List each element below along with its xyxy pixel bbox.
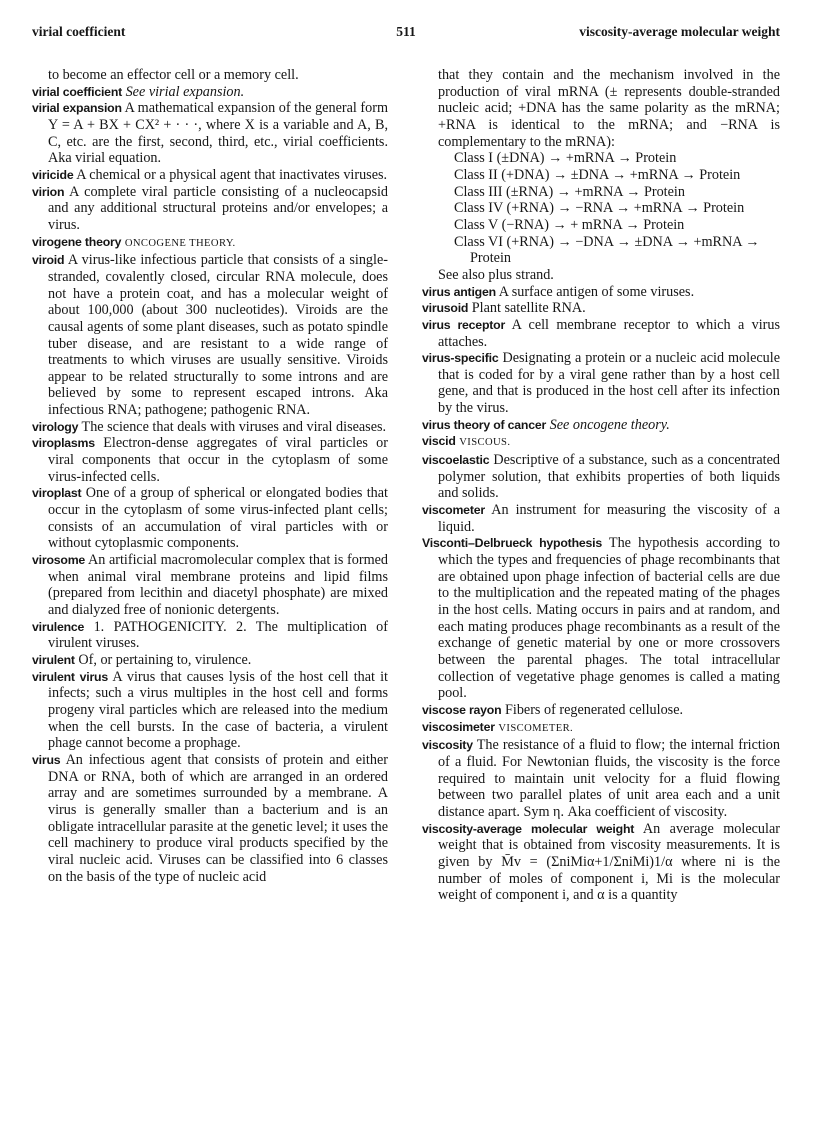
left-column [32,67,388,885]
virus-class-3: Class III (±RNA) → +mRNA → Protein [454,183,685,200]
entry-virion: virion A complete viral particle consisting of a nucleocapsid and any additional structural proteins and/or envelopes; a virus. [32,183,389,233]
entry-virial-coefficient: virial coefficient See virial expansion. [32,83,245,100]
header-right-guide-word: viscosity-average molecular weight [579,24,780,39]
entry-viscoelastic: viscoelastic Descriptive of a substance, such as a concentrated polymer solution, that exhibits properties of both liquids and solids. [422,452,780,502]
entry-viscosity: viscosity The resistance of a fluid to flow; the internal friction of a fluid. For Newtonian fluids, the viscosity is the force required to maintain unit velocity for a fluid flowing between two parallel plates of unit area each and a unit distance apart. Sym η. Aka coefficient of viscosity. [422,737,780,820]
entry-viscid: viscid VISCOUS. [422,434,511,449]
entry-visconti-delbrueck-hypothesis: Visconti–Delbrueck hypothesis The hypothesis according to which the types and frequencies of phage recombinants that are obtained upon phage infection of bacterial cells are due to the multiplication and the repeated mating of the phages in the host cells. Mating occurs in pairs and at random, and each mating produces phage recombinants as a result of the exchange of genetic material by one or more crossovers between the parental phages. The total intracellular collection of vegetative phage genomes is called a mating pool. [422,535,780,702]
entry-viroid: viroid A virus-like infectious particle that consists of a single-stranded, covalently closed, circular RNA molecule, does not have a protein coat, and has a molecular weight of about 100,000 (about 300 nucleotides). Viroids are the causal agents of some plant diseases, such as potato spindle tuber disease, and are resistant to a wide range of treatments to which viruses are usually sensitive. Viroids appear to be related structurally to some introns and are believed by some to represent escaped introns. Aka infectious RNA; pathogene; pathogenic RNA. [32,252,388,419]
virus-class-1: Class I (±DNA) → +mRNA → Protein [454,150,677,167]
entry-continuation: to become an effector cell or a memory cell. [48,67,299,83]
virus-class-4: Class IV (+RNA) → −RNA → +mRNA → Protein [454,200,745,217]
entry-virology: virology The science that deals with viruses and viral diseases. [32,418,387,435]
entry-viscosimeter: viscosimeter VISCOMETER. [422,719,574,734]
running-header [32,24,780,46]
page-number: 511 [396,24,416,39]
entry-virus-specific: virus-specific Designating a protein or a nucleic acid molecule that is coded for by a viral gene rather than by a host cell gene, and that is produced in the host cell after its infection by the virus. [422,350,781,417]
virus-class-5: Class V (−RNA) → + mRNA → Protein [454,216,685,233]
entry-viricide: viricide A chemical or a physical agent that inactivates viruses. [32,166,388,183]
entry-virulent: virulent Of, or pertaining to, virulence. [32,651,252,668]
right-column [422,67,780,904]
entry-virus-receptor: virus receptor A cell membrane receptor to which a virus attaches. [422,316,781,350]
header-left-guide-word: virial coefficient [32,24,126,39]
entry-virus-continuation: that they contain and the mechanism involved in the production of viral mRNA (± represents double-stranded nucleic acid; +DNA has the same polarity as the mRNA; +RNA is identical to the mRNA; and −RNA is complementary to the mRNA): [438,67,780,150]
see-also-note: See also plus strand. [438,266,554,283]
entry-virus-theory-of-cancer: virus theory of cancer See oncogene theory. [422,416,670,433]
entry-virulent-virus: virulent virus A virus that causes lysis of the host cell that it infects; such a virus multiples in the host cell and forms progeny viral particles which are released into the medium when the cell bursts. In the case of bacteria, a virulent phage cannot become a prophage. [32,668,388,752]
entry-virus-antigen: virus antigen A surface antigen of some viruses. [422,283,695,300]
entry-virusoid: virusoid Plant satellite RNA. [422,300,586,317]
entry-virogene-theory: virogene theory ONCOGENE THEORY. [32,234,236,249]
entry-virus: virus An infectious agent that consists of protein and either DNA or RNA, both of which are arranged in an ordered array and are sometimes surrounded by a membrane. A virus is generally smaller than a bacterium and is an obligate intracellular parasite at the genetic level; it uses the cell machinery to produce viral products specified by the viral nucleic acid. Viruses can be classified into 6 classes on the basis of the type of nucleic acid [32,751,388,885]
virus-class-6: Class VI (+RNA) → −DNA → ±DNA → +mRNA → Protein [454,233,760,267]
entry-virulence: virulence 1. PATHOGENICITY. 2. The multiplication of virulent viruses. [32,618,388,652]
entry-viscose-rayon: viscose rayon Fibers of regenerated cellulose. [422,701,684,718]
entry-viscometer: viscometer An instrument for measuring the viscosity of a liquid. [422,502,781,535]
entry-viroplast: viroplast One of a group of spherical or elongated bodies that occur in the cytoplasm of some virus-infected plant cells; consists of an accumulation of viral particles with or without cytoplasmic components. [32,485,388,552]
virus-class-2: Class II (+DNA) → ±DNA → +mRNA → Protein [454,166,741,183]
entry-viroplasms: viroplasms Electron-dense aggregates of viral particles or viral components that occur in the cytoplasm of some virus-infected cells. [32,435,389,485]
entry-virosome: virosome An artificial macromolecular complex that is formed when animal viral membrane proteins and lipid films (prepared from lecithin and diacetyl phosphate) are mixed and dialyzed free of nonionic detergents. [32,552,388,618]
entry-viscosity-average-molecular-weight: viscosity-average molecular weight An average molecular weight that is obtained from viscosity measurements. It is given by M̄v = (ΣniMiα+1/ΣniMi)1/α where ni is the number of moles of component i, Mi is the molecular weight of component i, and α is a quantity [422,820,780,904]
entry-virial-expansion: virial expansion A mathematical expansion of the general form Y = A + BX + CX² + · · ·, where X is a variable and A, B, C, etc. are the first, second, third, etc., virial coefficients. Aka virial equation. [32,100,389,167]
